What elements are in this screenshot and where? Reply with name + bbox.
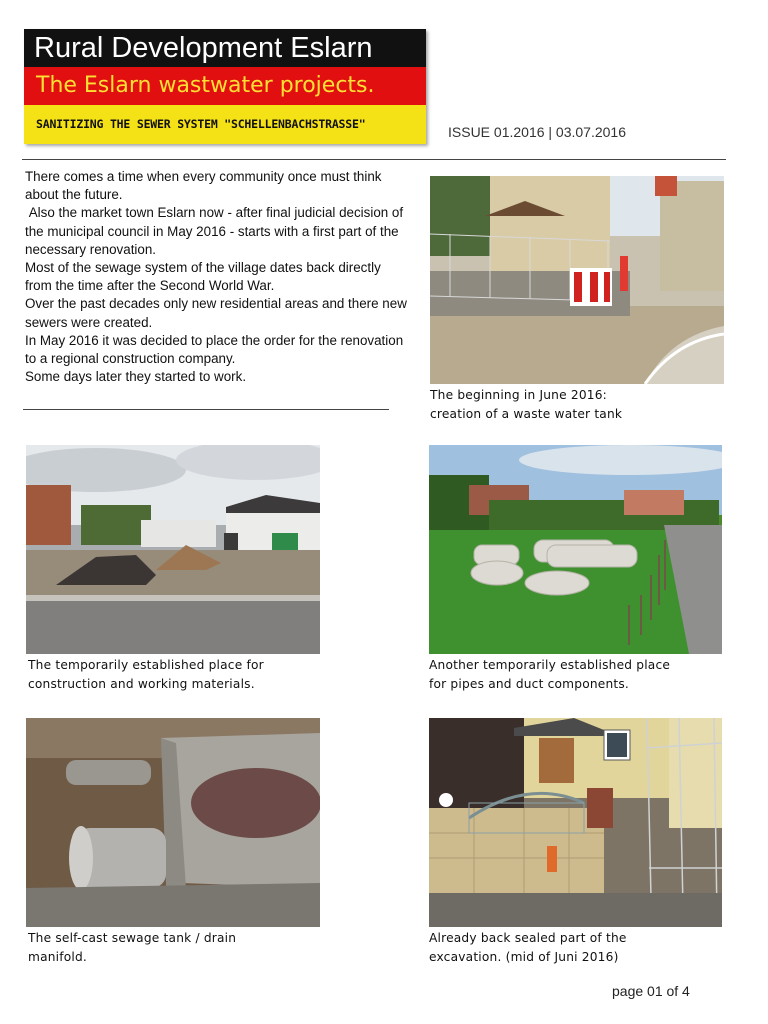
intro-paragraph: Some days later they started to work. xyxy=(25,369,247,385)
header-subtitle: The Eslarn wastwater projects. xyxy=(24,67,426,105)
header-tagline: SANITIZING THE SEWER SYSTEM "SCHELLENBACHSTRASSE" xyxy=(24,105,426,144)
photo-caption: The beginning in June 2016: creation of a waste water tank xyxy=(430,388,623,421)
photo-caption: The temporarily established place for construction and working materials. xyxy=(28,658,264,691)
intro-paragraph: In May 2016 it was decided to place the order for the renovation to a regional construction company. xyxy=(25,332,404,367)
photo-caption: Already back sealed part of the excavation. (mid of Juni 2016) xyxy=(429,931,627,964)
intro-paragraph: There comes a time when every community once must think about the future. xyxy=(25,169,382,203)
top-divider xyxy=(22,159,726,160)
intro-paragraph: Most of the sewage system of the village dates back directly from the time after the Second World War. xyxy=(25,260,381,294)
photo-sewage-tank xyxy=(26,718,320,927)
photo-sealed-excavation xyxy=(429,718,722,927)
header-title: Rural Development Eslarn xyxy=(24,29,426,67)
photo-materials-yard xyxy=(26,445,320,654)
photo-caption: The self-cast sewage tank / drain manifold. xyxy=(28,931,237,964)
intro-text xyxy=(25,168,410,386)
intro-paragraph: Also the market town Eslarn now - after final judicial decision of the municipal council in May 2016 - starts with a first part of the necessary renovation. xyxy=(25,205,407,257)
photo-caption: Another temporarily established place for pipes and duct components. xyxy=(429,658,671,691)
intro-paragraph: Over the past decades only new residential areas and there new sewers were created. xyxy=(25,296,407,330)
page-number: page 01 of 4 xyxy=(612,983,690,999)
photo-street-excavation xyxy=(430,176,724,384)
header-banner xyxy=(24,29,426,144)
issue-date: ISSUE 01.2016 | 03.07.2016 xyxy=(448,124,626,140)
photo-pipes-field xyxy=(429,445,722,654)
intro-divider xyxy=(23,409,389,410)
